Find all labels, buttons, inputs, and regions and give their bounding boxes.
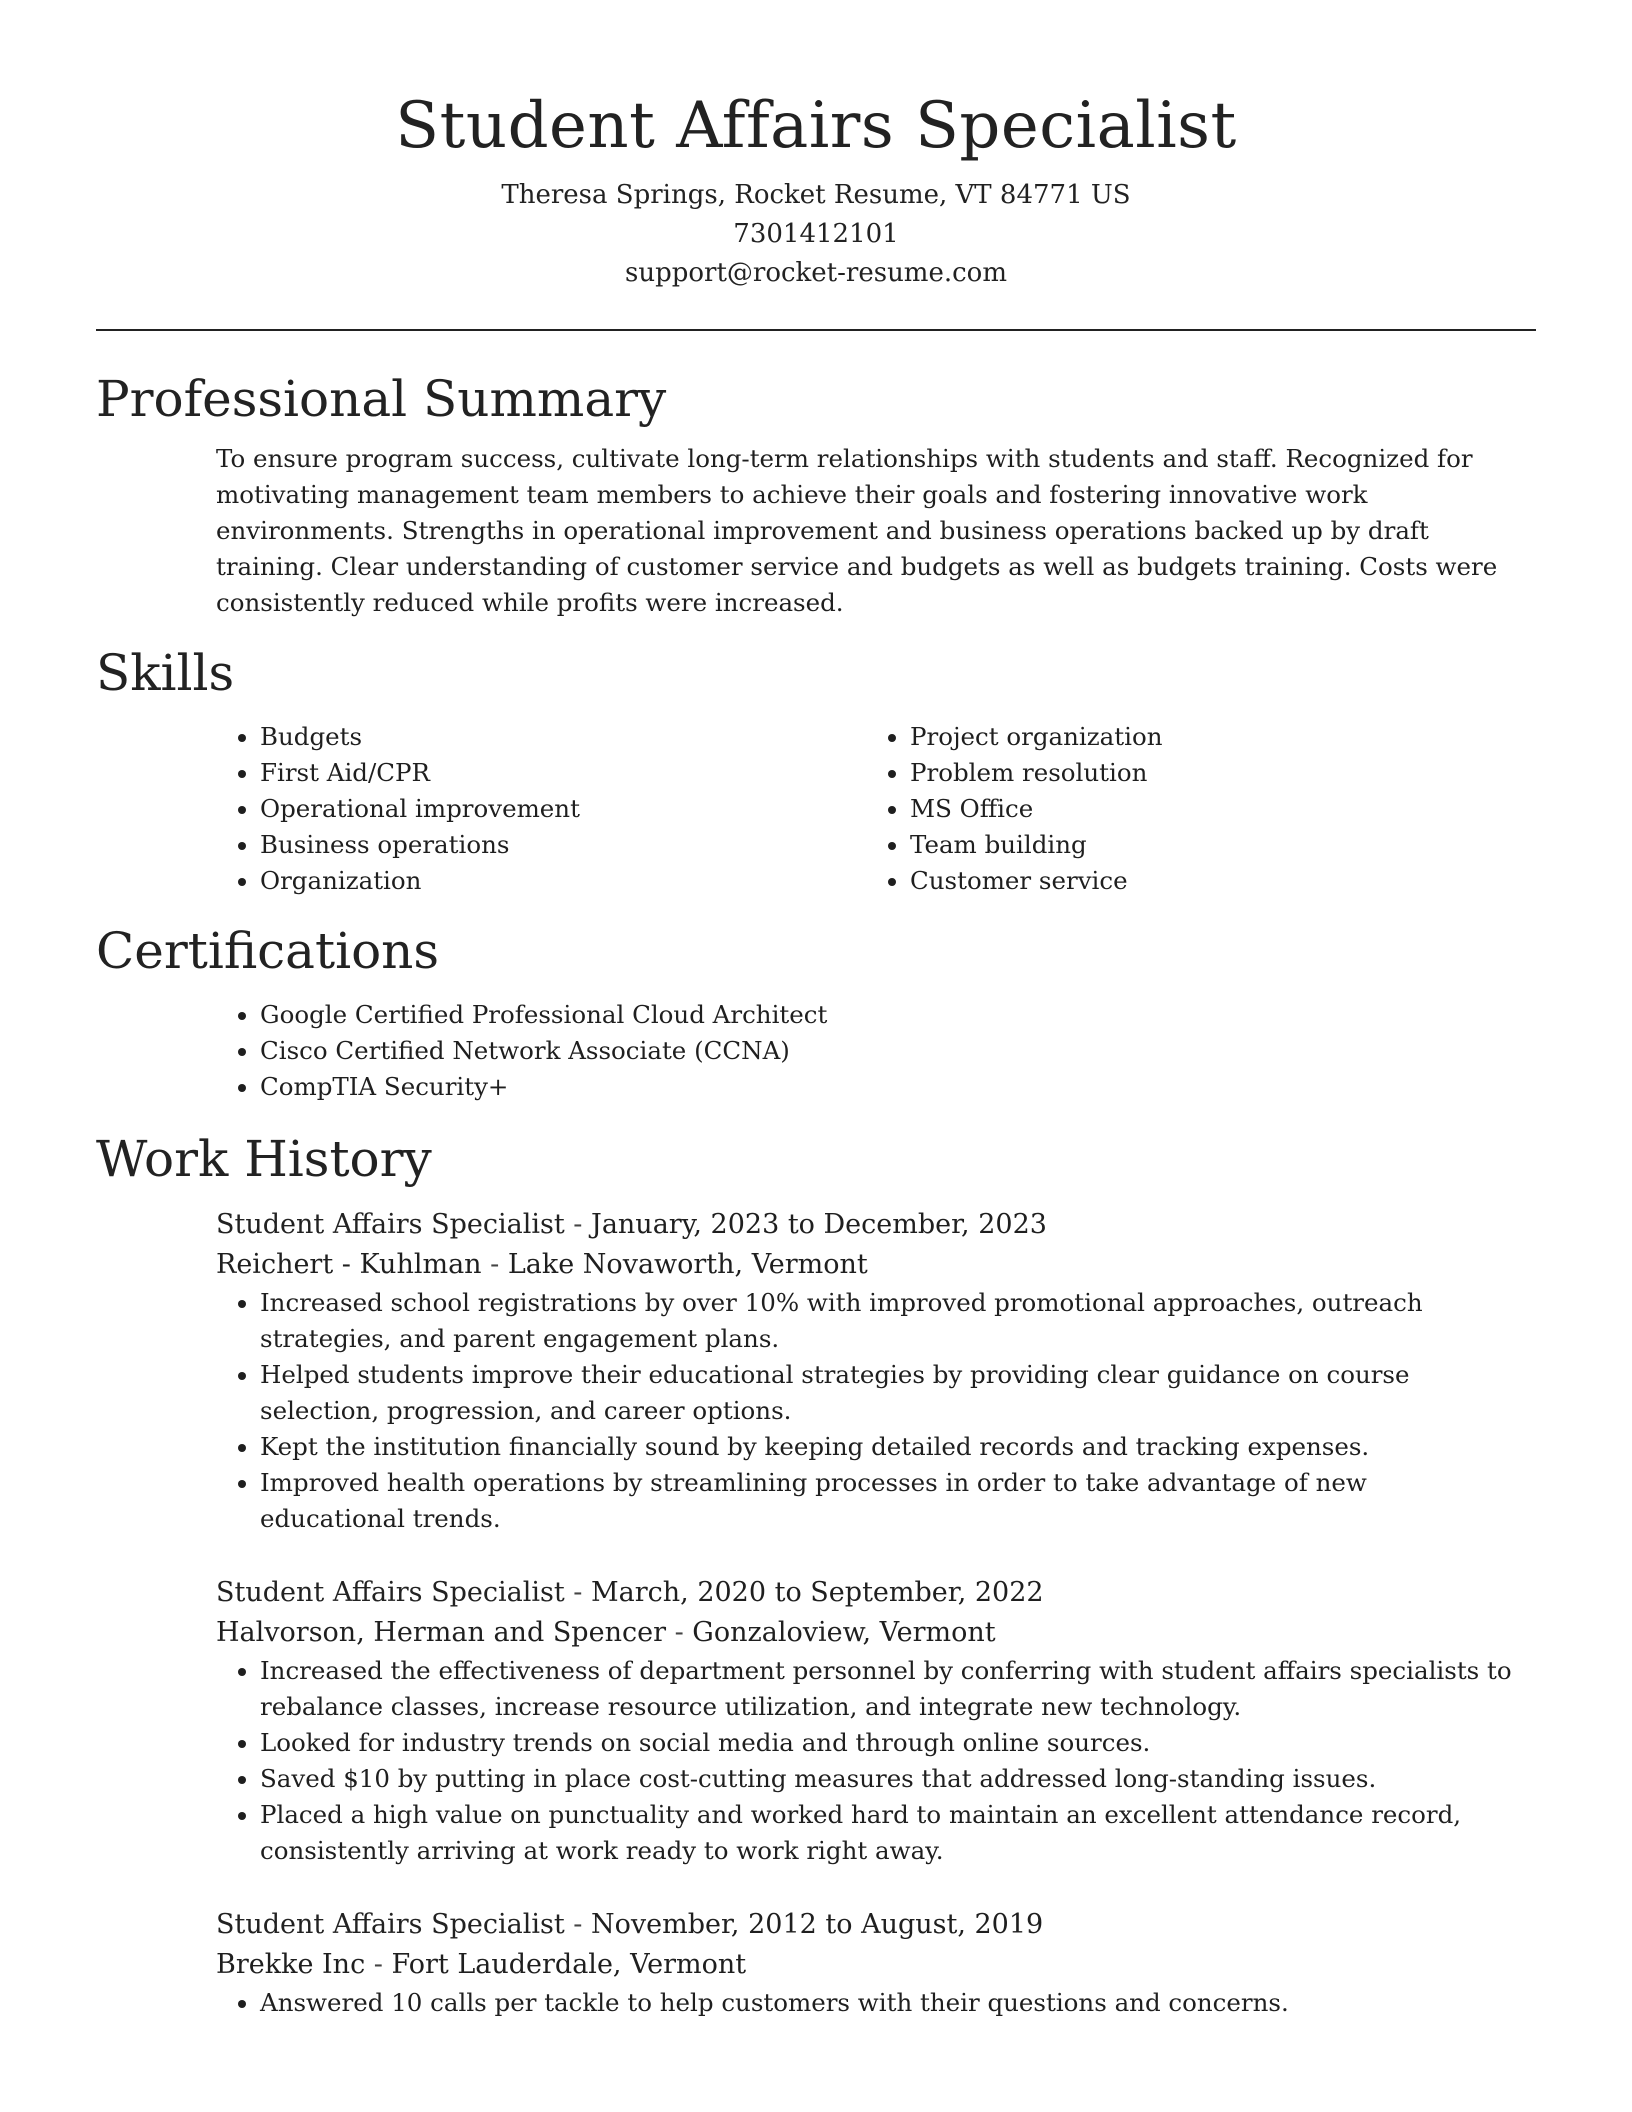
skills-heading: Skills [96, 644, 235, 702]
skill-item: • Customer service [910, 863, 1516, 899]
job-company-line [216, 1245, 1516, 1285]
job-title-line [216, 1573, 1516, 1613]
job-bullets [216, 1653, 1516, 1869]
certifications-block [216, 997, 1536, 1105]
job-company-line [216, 1945, 1516, 1985]
job-bullet: • Increased the effectiveness of department personnel by conferring with student affairs specialists to rebalance classes, increase resource utilization, and integrate new technology. [260, 1653, 1516, 1725]
skills-column-right [866, 719, 1516, 899]
job-bullets [216, 1285, 1516, 1537]
contact-phone: 7301412101 [733, 219, 899, 249]
job-location: Gonzaloview, Vermont [692, 1617, 996, 1648]
job-company: Reichert - Kuhlman [216, 1249, 482, 1280]
skill-item: • MS Office [910, 791, 1516, 827]
job-bullet: • Helped students improve their educational strategies by providing clear guidance on course selection, progression, and career options. [260, 1357, 1516, 1429]
job-dates: November, 2012 to August, 2019 [591, 1909, 1044, 1940]
skill-item: • Organization [260, 863, 866, 899]
contact-address: Theresa Springs, Rocket Resume, VT 84771 US [501, 180, 1131, 210]
separator: - [665, 1617, 693, 1648]
job-title-line [216, 1905, 1516, 1945]
job-bullet: • Looked for industry trends on social media and through online sources. [260, 1725, 1516, 1761]
job-company: Brekke Inc [216, 1949, 366, 1980]
skill-item: • First Aid/CPR [260, 755, 866, 791]
work-history-heading: Work History [96, 1130, 432, 1188]
separator: - [564, 1909, 591, 1940]
job-company-line [216, 1613, 1516, 1653]
job-dates: January, 2023 to December, 2023 [591, 1209, 1047, 1240]
skills-list-left [216, 719, 866, 899]
skill-item: • Budgets [260, 719, 866, 755]
job-entry [216, 1205, 1516, 1537]
job-company: Halvorson, Herman and Spencer [216, 1617, 666, 1648]
certification-item: • Google Certified Professional Cloud Architect [260, 997, 1536, 1033]
separator: - [365, 1949, 392, 1980]
contact-email: support@rocket-resume.com [624, 258, 1007, 288]
certification-item: • CompTIA Security+ [260, 1069, 1536, 1105]
job-location: Fort Lauderdale, Vermont [391, 1949, 747, 1980]
job-role: Student Affairs Specialist [216, 1209, 565, 1240]
skill-item: • Operational improvement [260, 791, 866, 827]
resume-page [96, 0, 1536, 2021]
certifications-heading: Certifications [96, 922, 440, 980]
skill-item: • Business operations [260, 827, 866, 863]
skills-column-left [216, 719, 866, 899]
skills-grid [216, 719, 1536, 899]
job-bullet: • Kept the institution financially sound by keeping detailed records and tracking expenses. [260, 1429, 1516, 1465]
skill-item: • Team building [910, 827, 1516, 863]
certification-item: • Cisco Certified Network Associate (CCNA) [260, 1033, 1536, 1069]
contact-block [96, 176, 1536, 293]
resume-name: Student Affairs Specialist [395, 89, 1237, 163]
job-bullet: • Answered 10 calls per tackle to help customers with their questions and concerns. [260, 1985, 1516, 2021]
job-dates: March, 2020 to September, 2022 [591, 1577, 1044, 1608]
job-bullet: • Placed a high value on punctuality and worked hard to maintain an excellent attendance record, consistently arriving at work ready to work right away. [260, 1797, 1516, 1869]
summary-text: To ensure program success, cultivate long-term relationships with students and staff. Recognized for motivating management team members to achieve their goals and fostering innovative work environments. Strengths in operational improvement and business operations backed up by draft training. Clear understanding of customer service and budgets as well as budgets training. Costs were consistently reduced while profits were increased. [216, 444, 1498, 617]
skill-item: • Problem resolution [910, 755, 1516, 791]
skills-list-right [866, 719, 1516, 899]
summary-heading: Professional Summary [96, 370, 667, 428]
skill-item: • Project organization [910, 719, 1516, 755]
separator: - [564, 1577, 591, 1608]
job-role: Student Affairs Specialist [216, 1909, 565, 1940]
job-bullet: • Saved $10 by putting in place cost-cutting measures that addressed long-standing issues. [260, 1761, 1516, 1797]
job-entry [216, 1573, 1516, 1869]
header-divider [96, 329, 1536, 331]
job-role: Student Affairs Specialist [216, 1577, 565, 1608]
certifications-list [216, 997, 1536, 1105]
job-bullets [216, 1985, 1516, 2021]
resume-header [96, 0, 1536, 293]
job-title-line [216, 1205, 1516, 1245]
job-entry [216, 1905, 1516, 2021]
separator: - [564, 1209, 591, 1240]
separator: - [481, 1249, 508, 1280]
job-bullet: • Improved health operations by streamlining processes in order to take advantage of new educational trends. [260, 1465, 1516, 1537]
job-location: Lake Novaworth, Vermont [507, 1249, 868, 1280]
job-bullet: • Increased school registrations by over 10% with improved promotional approaches, outreach strategies, and parent engagement plans. [260, 1285, 1516, 1357]
